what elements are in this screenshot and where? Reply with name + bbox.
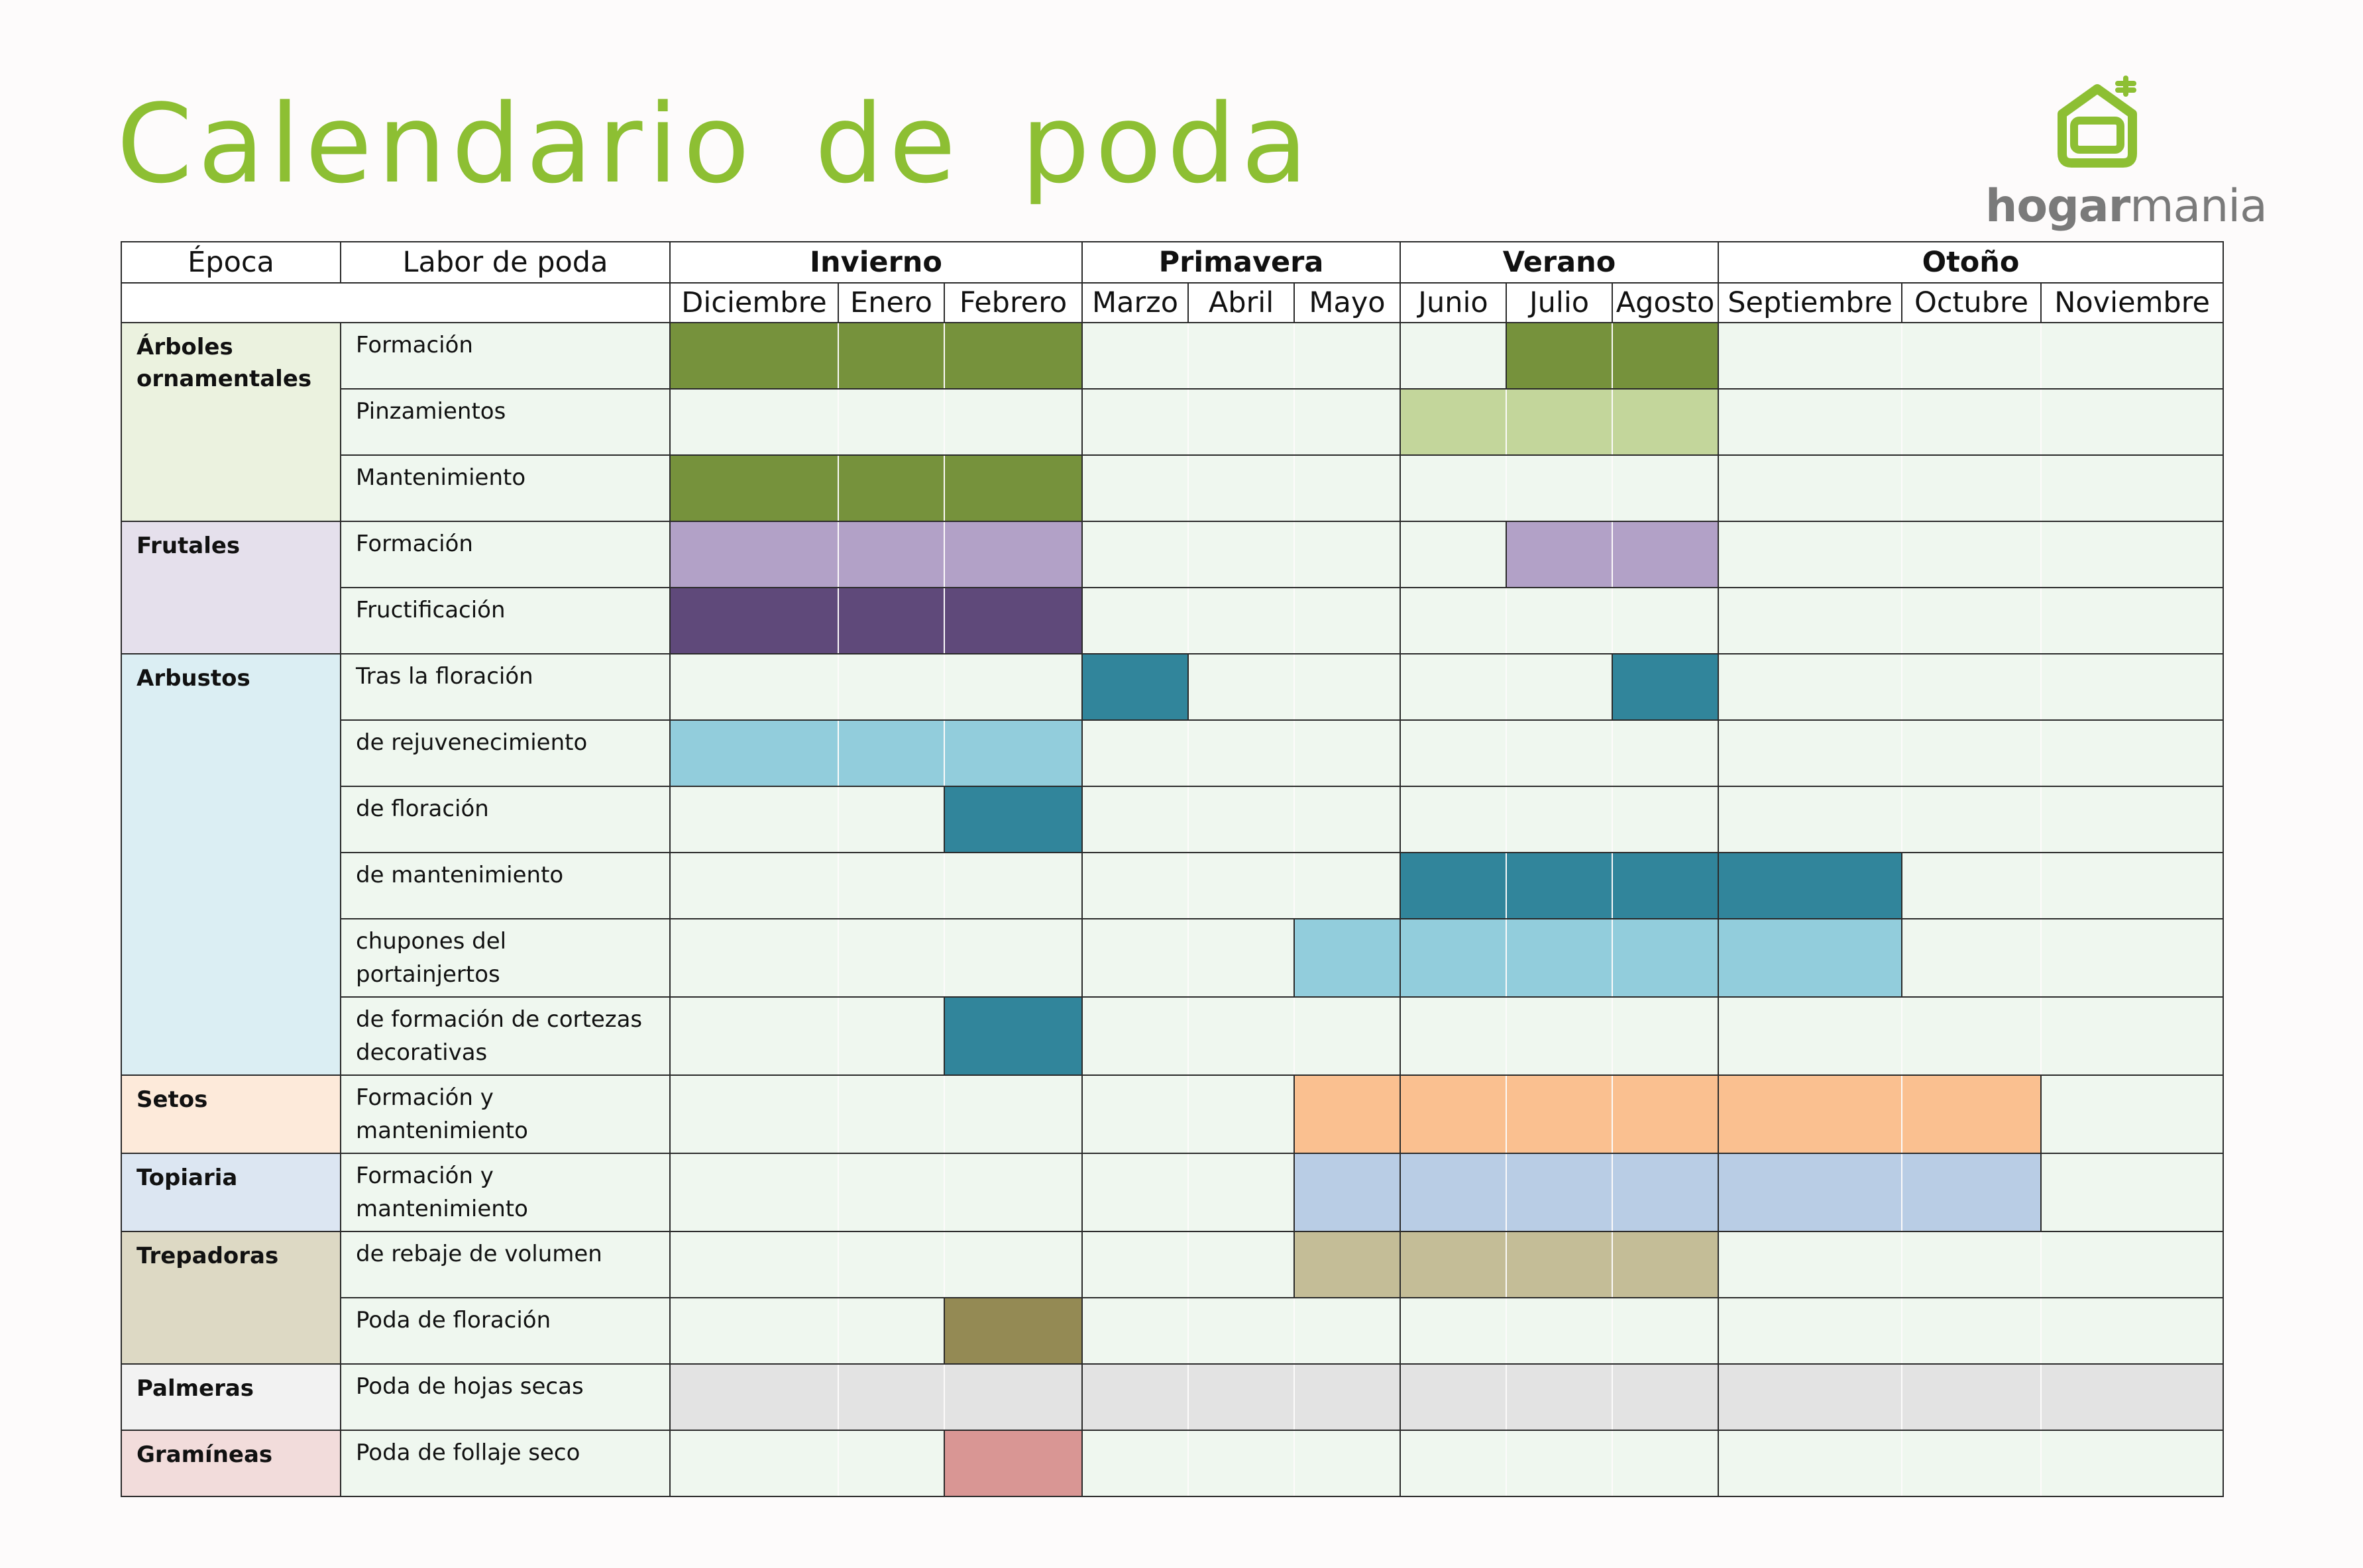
- month-cell-active: [1400, 389, 1506, 455]
- month-cell-active: [944, 720, 1082, 786]
- logo-wordmark: hogarmania: [1985, 180, 2267, 233]
- month-cell: [1506, 997, 1612, 1075]
- month-header: Marzo: [1082, 283, 1188, 323]
- task-label: de floración: [341, 786, 670, 853]
- task-row: [121, 654, 2223, 720]
- month-header: Diciembre: [670, 283, 838, 323]
- month-cell-active: [670, 588, 838, 654]
- month-cell: [1082, 919, 1188, 997]
- month-header: Enero: [838, 283, 944, 323]
- month-cell: [1718, 720, 1902, 786]
- month-cell: [1082, 588, 1188, 654]
- month-cell-active: [1506, 323, 1612, 389]
- month-cell: [944, 1231, 1082, 1298]
- month-cell-active: [944, 323, 1082, 389]
- month-cell: [2041, 588, 2223, 654]
- month-cell: [1506, 1430, 1612, 1496]
- month-cell-active: [1902, 1153, 2041, 1231]
- month-cell: [1400, 521, 1506, 588]
- month-header: Julio: [1506, 283, 1612, 323]
- month-cell: [1294, 853, 1400, 919]
- month-cell: [1188, 455, 1294, 521]
- month-cell-active: [1718, 1075, 1902, 1153]
- month-cell: [1188, 521, 1294, 588]
- calendar-body: [121, 323, 2223, 1496]
- task-row: [121, 786, 2223, 853]
- task-label: Tras la floración: [341, 654, 670, 720]
- month-cell: [1188, 1075, 1294, 1153]
- task-row: [121, 323, 2223, 389]
- month-cell: [1294, 455, 1400, 521]
- task-row: [121, 521, 2223, 588]
- month-cell: [1612, 1298, 1718, 1364]
- month-cell-active: [1400, 919, 1506, 997]
- month-cell: [1082, 853, 1188, 919]
- month-cell-active: [1506, 1153, 1612, 1231]
- month-cell: [1294, 1298, 1400, 1364]
- task-row: [121, 720, 2223, 786]
- month-cell: [1082, 1153, 1188, 1231]
- month-cell: [1612, 455, 1718, 521]
- hogarmania-logo[interactable]: [1981, 74, 2267, 240]
- month-cell: [1400, 720, 1506, 786]
- month-cell-active: [1612, 389, 1718, 455]
- month-cell-active: [1506, 1075, 1612, 1153]
- task-label: Poda de floración: [341, 1298, 670, 1364]
- month-cell: [1718, 455, 1902, 521]
- task-label: Poda de hojas secas: [341, 1364, 670, 1430]
- month-cell: [2041, 919, 2223, 997]
- month-cell-active: [1400, 1153, 1506, 1231]
- header-blank: [121, 283, 670, 323]
- month-cell-active: [1294, 1153, 1400, 1231]
- task-row: [121, 1430, 2223, 1496]
- month-cell-active: [1612, 323, 1718, 389]
- month-cell: [838, 786, 944, 853]
- month-header: Abril: [1188, 283, 1294, 323]
- month-cell: [1188, 389, 1294, 455]
- month-cell: [1082, 323, 1188, 389]
- task-label: Formación: [341, 521, 670, 588]
- month-cell: [1718, 1231, 1902, 1298]
- month-cell-active: [1294, 919, 1400, 997]
- month-cell-active: [944, 521, 1082, 588]
- month-cell: [1082, 720, 1188, 786]
- month-cell-active: [838, 1364, 944, 1430]
- month-cell-active: [1506, 1364, 1612, 1430]
- task-label: Mantenimiento: [341, 455, 670, 521]
- month-cell: [838, 389, 944, 455]
- month-cell: [1082, 389, 1188, 455]
- month-cell: [1294, 786, 1400, 853]
- task-label: Formación y mantenimiento: [341, 1153, 670, 1231]
- month-cell-active: [670, 1364, 838, 1430]
- month-cell: [1294, 1430, 1400, 1496]
- month-cell: [1082, 1231, 1188, 1298]
- month-cell: [1902, 1231, 2041, 1298]
- task-row: [121, 853, 2223, 919]
- month-cell-active: [1506, 1231, 1612, 1298]
- month-cell: [838, 853, 944, 919]
- month-cell: [1506, 455, 1612, 521]
- month-cell: [1718, 997, 1902, 1075]
- month-cell-active: [944, 997, 1082, 1075]
- month-cell: [838, 1153, 944, 1231]
- month-cell-active: [1612, 654, 1718, 720]
- month-header: Octubre: [1902, 283, 2041, 323]
- month-cell: [1188, 588, 1294, 654]
- task-label: de rejuvenecimiento: [341, 720, 670, 786]
- month-header: Septiembre: [1718, 283, 1902, 323]
- month-cell-active: [944, 588, 1082, 654]
- month-cell-active: [944, 786, 1082, 853]
- task-label: de formación de cortezas decorativas: [341, 997, 670, 1075]
- month-cell-active: [1082, 654, 1188, 720]
- task-row: [121, 1364, 2223, 1430]
- month-cell-active: [944, 1430, 1082, 1496]
- month-cell: [1902, 521, 2041, 588]
- month-cell: [1188, 853, 1294, 919]
- month-cell: [1400, 455, 1506, 521]
- month-header: Agosto: [1612, 283, 1718, 323]
- month-cell-active: [1400, 1075, 1506, 1153]
- group-label: Trepadoras: [121, 1231, 341, 1364]
- task-label: chupones del portainjertos: [341, 919, 670, 997]
- month-cell: [1506, 654, 1612, 720]
- month-cell-active: [670, 455, 838, 521]
- task-label: de mantenimiento: [341, 853, 670, 919]
- house-tv-icon: [2048, 74, 2154, 180]
- month-cell-active: [1400, 853, 1506, 919]
- task-row: [121, 1075, 2223, 1153]
- month-cell-active: [1294, 1231, 1400, 1298]
- month-cell-active: [838, 588, 944, 654]
- month-cell: [1294, 323, 1400, 389]
- month-cell: [670, 919, 838, 997]
- month-cell: [1400, 1298, 1506, 1364]
- month-cell: [2041, 654, 2223, 720]
- month-cell: [1400, 323, 1506, 389]
- task-label: Fructificación: [341, 588, 670, 654]
- season-otono: Otoño: [1718, 242, 2223, 283]
- task-row: [121, 389, 2223, 455]
- month-cell: [944, 1153, 1082, 1231]
- month-cell: [1506, 588, 1612, 654]
- month-cell: [2041, 997, 2223, 1075]
- month-cell: [1188, 720, 1294, 786]
- month-cell: [1082, 997, 1188, 1075]
- month-cell: [838, 1075, 944, 1153]
- month-cell: [2041, 389, 2223, 455]
- month-cell: [1902, 786, 2041, 853]
- header-labor: Labor de poda: [341, 242, 670, 283]
- month-cell: [1902, 919, 2041, 997]
- month-cell: [1718, 786, 1902, 853]
- month-cell-active: [1400, 1364, 1506, 1430]
- month-cell-active: [1612, 1364, 1718, 1430]
- month-cell: [1902, 997, 2041, 1075]
- month-cell: [2041, 323, 2223, 389]
- month-cell: [1294, 521, 1400, 588]
- pruning-calendar-table: [121, 241, 2224, 1497]
- month-cell: [838, 1231, 944, 1298]
- month-cell-active: [1506, 853, 1612, 919]
- month-cell-active: [1612, 521, 1718, 588]
- month-cell-active: [1612, 1153, 1718, 1231]
- task-row: [121, 1153, 2223, 1231]
- task-row: [121, 455, 2223, 521]
- month-cell: [670, 389, 838, 455]
- month-cell: [1718, 521, 1902, 588]
- task-row: [121, 919, 2223, 997]
- month-cell: [1718, 1430, 1902, 1496]
- task-row: [121, 588, 2223, 654]
- month-cell-active: [2041, 1364, 2223, 1430]
- month-cell: [838, 1298, 944, 1364]
- month-cell: [1506, 786, 1612, 853]
- month-cell: [1188, 919, 1294, 997]
- month-cell: [670, 1075, 838, 1153]
- month-cell: [1506, 720, 1612, 786]
- month-cell: [1612, 720, 1718, 786]
- month-cell: [944, 654, 1082, 720]
- header-epoca: Época: [121, 242, 341, 283]
- month-cell: [944, 919, 1082, 997]
- month-cell: [1082, 1298, 1188, 1364]
- month-cell: [1188, 654, 1294, 720]
- month-cell: [1188, 997, 1294, 1075]
- task-label: Poda de follaje seco: [341, 1430, 670, 1496]
- month-cell: [1294, 720, 1400, 786]
- month-cell-active: [1902, 1075, 2041, 1153]
- month-cell-active: [1506, 919, 1612, 997]
- month-cell: [1902, 654, 2041, 720]
- month-cell-active: [1082, 1364, 1188, 1430]
- month-cell: [2041, 1153, 2223, 1231]
- month-header: Junio: [1400, 283, 1506, 323]
- month-cell-active: [1294, 1075, 1400, 1153]
- month-cell: [1506, 1298, 1612, 1364]
- month-cell-active: [944, 1298, 1082, 1364]
- month-cell: [1294, 389, 1400, 455]
- season-invierno: Invierno: [670, 242, 1082, 283]
- month-cell: [1400, 1430, 1506, 1496]
- task-label: Pinzamientos: [341, 389, 670, 455]
- month-cell-active: [1506, 521, 1612, 588]
- month-cell-active: [838, 323, 944, 389]
- month-cell: [2041, 786, 2223, 853]
- month-cell: [670, 786, 838, 853]
- month-cell: [1400, 786, 1506, 853]
- month-cell: [670, 997, 838, 1075]
- month-cell: [1902, 720, 2041, 786]
- month-cell-active: [1400, 1231, 1506, 1298]
- month-cell: [1902, 1298, 2041, 1364]
- month-cell: [1902, 455, 2041, 521]
- month-cell: [1902, 323, 2041, 389]
- month-cell: [1718, 323, 1902, 389]
- month-cell: [1188, 1298, 1294, 1364]
- month-cell-active: [1294, 1364, 1400, 1430]
- month-cell-active: [670, 323, 838, 389]
- month-cell-active: [1612, 919, 1718, 997]
- month-cell-active: [838, 720, 944, 786]
- task-label: de rebaje de volumen: [341, 1231, 670, 1298]
- month-cell: [2041, 1298, 2223, 1364]
- month-cell: [1082, 786, 1188, 853]
- task-row: [121, 1231, 2223, 1298]
- group-label: Palmeras: [121, 1364, 341, 1430]
- month-cell: [670, 1298, 838, 1364]
- month-cell-active: [1506, 389, 1612, 455]
- month-cell: [838, 919, 944, 997]
- group-label: Setos: [121, 1075, 341, 1153]
- group-label: Árboles ornamentales: [121, 323, 341, 521]
- group-label: Frutales: [121, 521, 341, 654]
- month-cell: [2041, 1430, 2223, 1496]
- month-cell: [670, 654, 838, 720]
- month-cell: [1612, 588, 1718, 654]
- month-cell: [1188, 323, 1294, 389]
- month-cell: [1400, 654, 1506, 720]
- month-cell: [670, 1153, 838, 1231]
- month-cell: [1400, 997, 1506, 1075]
- month-cell: [1612, 997, 1718, 1075]
- season-verano: Verano: [1400, 242, 1718, 283]
- month-cell-active: [1612, 1231, 1718, 1298]
- month-cell: [1082, 1075, 1188, 1153]
- month-cell-active: [1188, 1364, 1294, 1430]
- month-cell: [1294, 654, 1400, 720]
- month-cell: [1082, 1430, 1188, 1496]
- month-cell: [2041, 720, 2223, 786]
- month-cell: [1902, 853, 2041, 919]
- month-cell: [944, 389, 1082, 455]
- month-cell-active: [1718, 1153, 1902, 1231]
- month-cell: [1718, 588, 1902, 654]
- task-row: [121, 997, 2223, 1075]
- task-label: Formación: [341, 323, 670, 389]
- month-cell: [670, 1231, 838, 1298]
- month-cell-active: [1902, 1364, 2041, 1430]
- month-cell: [2041, 1231, 2223, 1298]
- month-cell: [1612, 786, 1718, 853]
- task-row: [121, 1298, 2223, 1364]
- month-cell: [1902, 389, 2041, 455]
- month-cell-active: [670, 521, 838, 588]
- group-label: Arbustos: [121, 654, 341, 1075]
- month-cell-active: [1612, 853, 1718, 919]
- month-cell: [670, 1430, 838, 1496]
- month-cell: [2041, 455, 2223, 521]
- month-cell: [1400, 588, 1506, 654]
- month-cell: [2041, 853, 2223, 919]
- month-header: Noviembre: [2041, 283, 2223, 323]
- month-cell-active: [838, 521, 944, 588]
- group-label: Gramíneas: [121, 1430, 341, 1496]
- month-cell-active: [670, 720, 838, 786]
- month-cell: [1718, 654, 1902, 720]
- month-cell: [838, 1430, 944, 1496]
- month-cell: [838, 654, 944, 720]
- month-cell-active: [838, 455, 944, 521]
- month-cell: [1188, 786, 1294, 853]
- month-cell: [1902, 588, 2041, 654]
- month-cell: [1718, 1298, 1902, 1364]
- month-cell: [2041, 1075, 2223, 1153]
- month-cell: [1902, 1430, 2041, 1496]
- task-label: Formación y mantenimiento: [341, 1075, 670, 1153]
- month-cell: [1294, 997, 1400, 1075]
- group-label: Topiaria: [121, 1153, 341, 1231]
- month-cell: [838, 997, 944, 1075]
- month-header: Febrero: [944, 283, 1082, 323]
- month-cell: [944, 853, 1082, 919]
- month-cell: [1294, 588, 1400, 654]
- month-cell: [1188, 1430, 1294, 1496]
- month-cell-active: [1718, 1364, 1902, 1430]
- month-header: Mayo: [1294, 283, 1400, 323]
- month-cell-active: [1718, 853, 1902, 919]
- month-cell: [944, 1075, 1082, 1153]
- page-title: Calendario de poda: [117, 81, 1313, 207]
- month-cell: [1612, 1430, 1718, 1496]
- season-primavera: Primavera: [1082, 242, 1400, 283]
- month-cell: [1082, 521, 1188, 588]
- month-cell: [670, 853, 838, 919]
- month-cell: [1188, 1153, 1294, 1231]
- month-cell: [1082, 455, 1188, 521]
- month-cell: [1188, 1231, 1294, 1298]
- month-cell: [1718, 389, 1902, 455]
- month-cell-active: [944, 1364, 1082, 1430]
- month-cell-active: [1718, 919, 1902, 997]
- month-cell: [2041, 521, 2223, 588]
- month-cell-active: [1612, 1075, 1718, 1153]
- month-cell-active: [944, 455, 1082, 521]
